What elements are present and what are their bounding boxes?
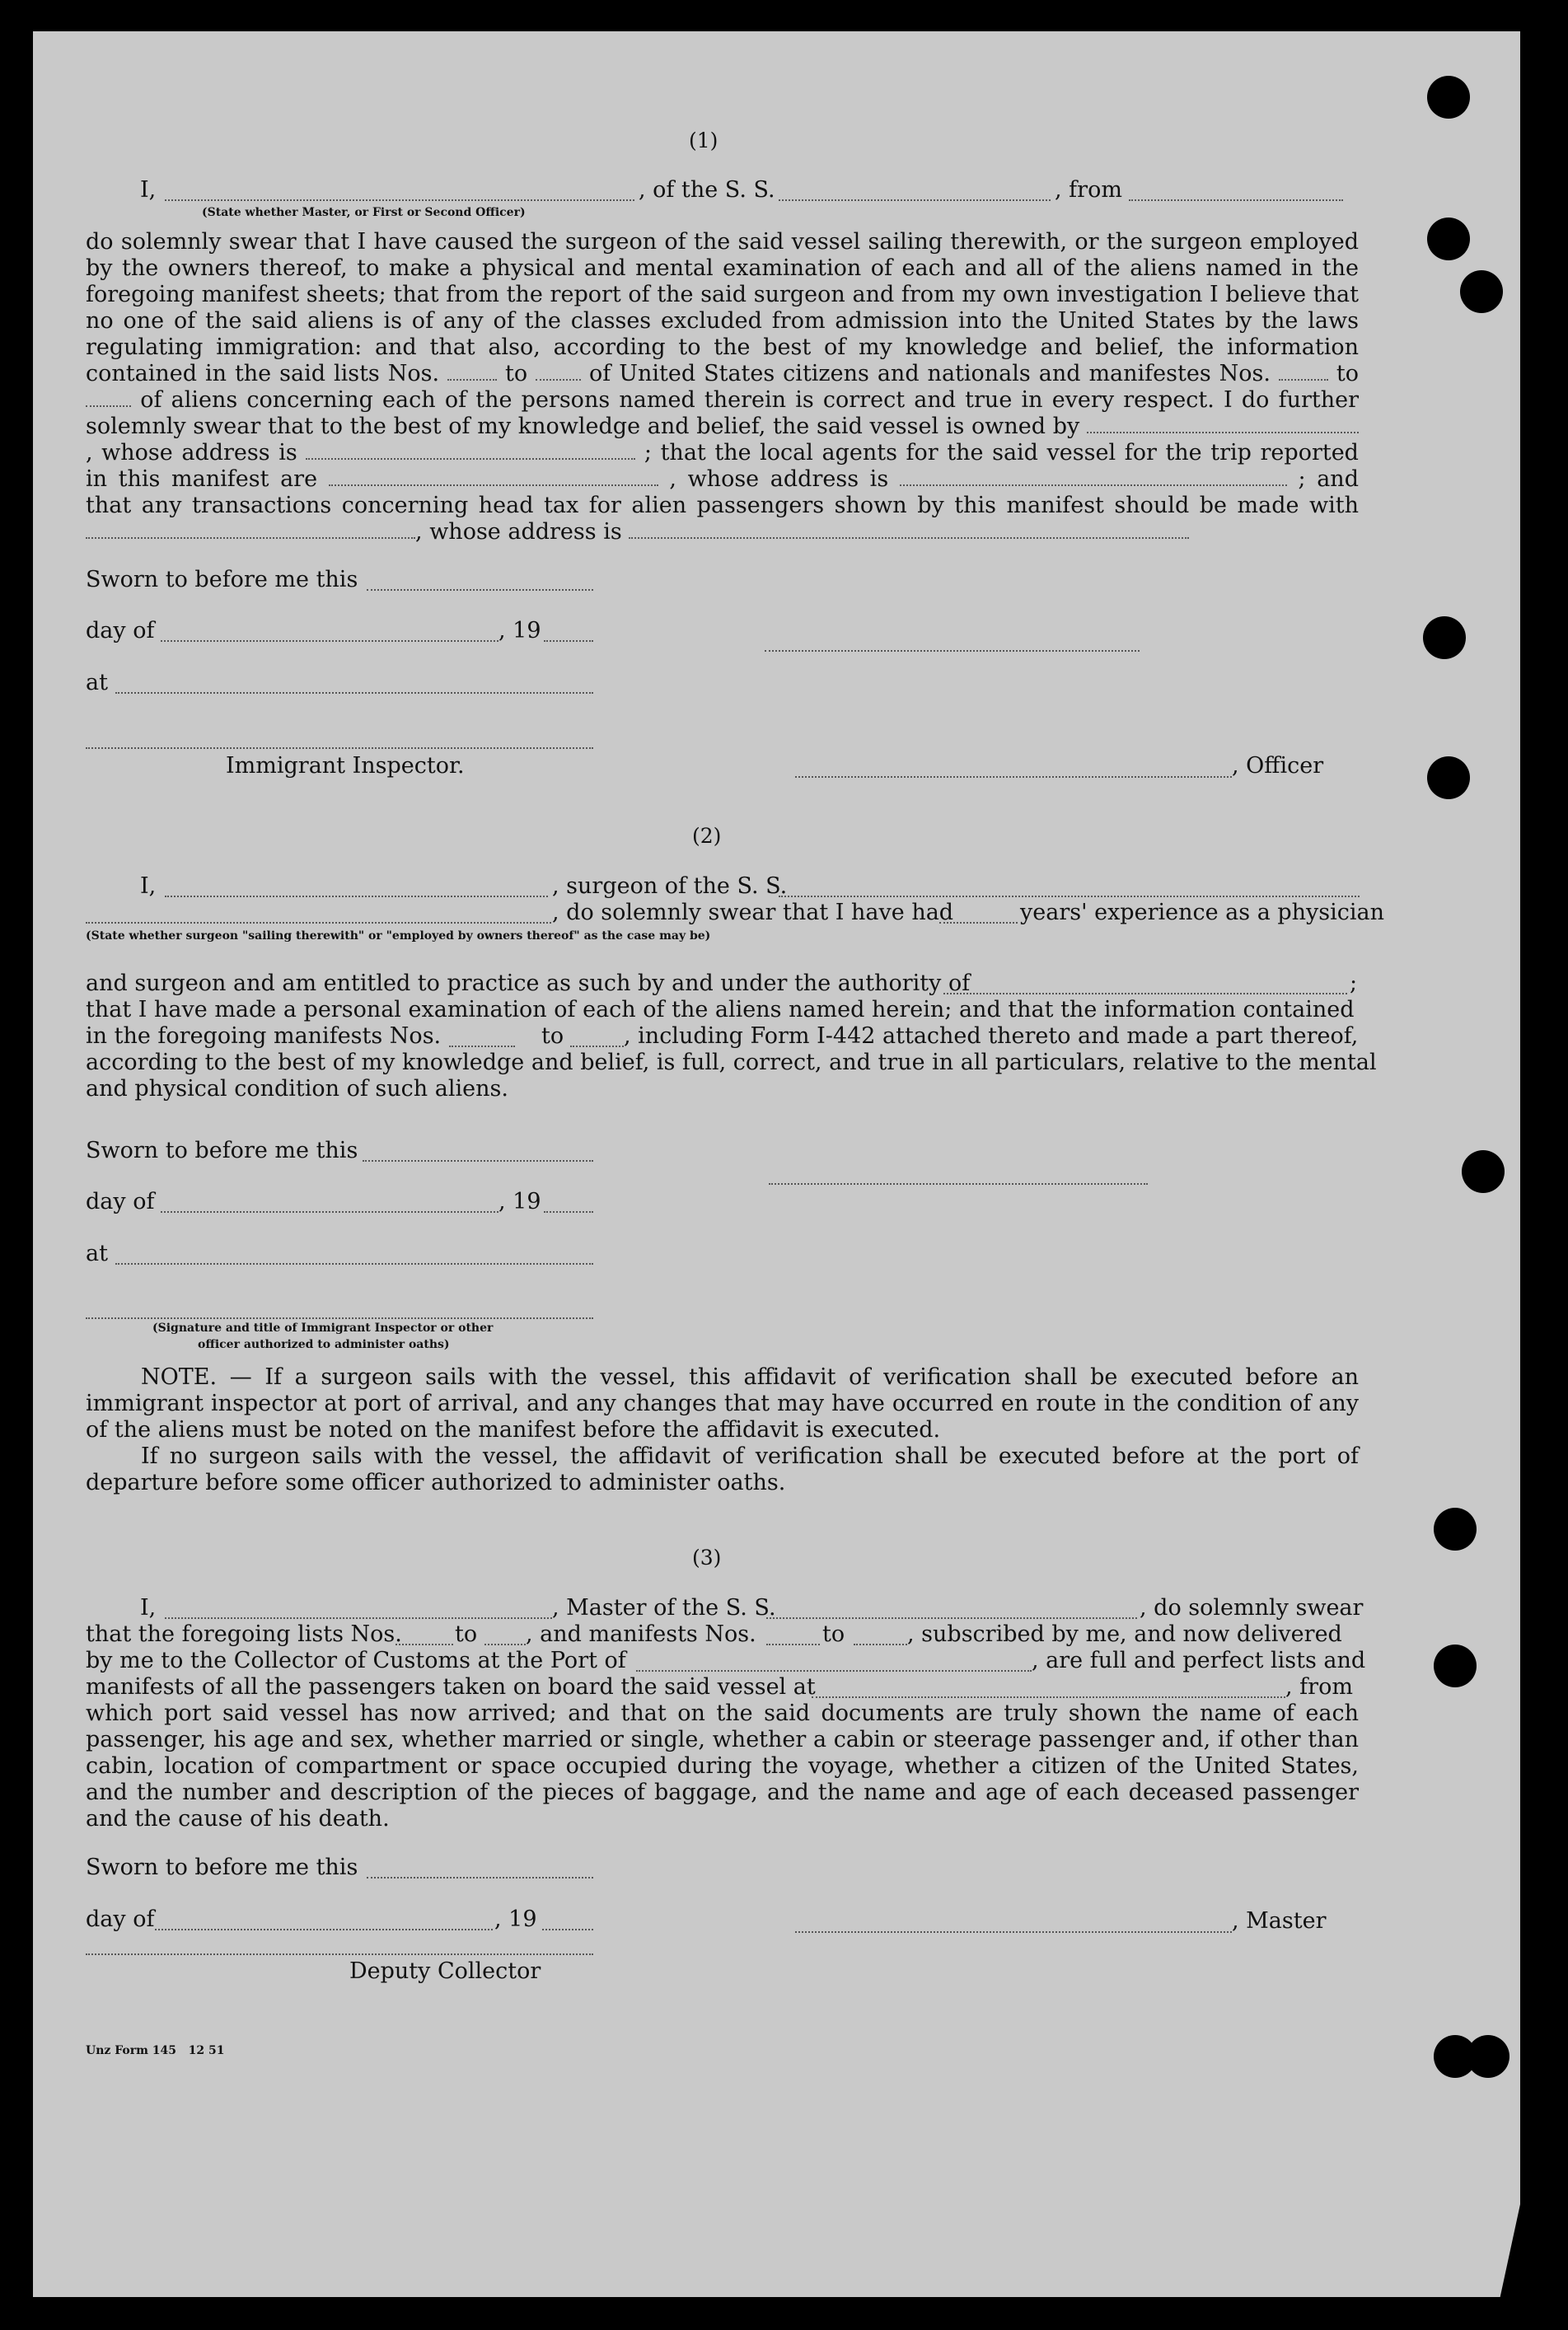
s1-to-1: to xyxy=(505,361,528,386)
s1-body-8: , xyxy=(415,519,423,545)
s1-from-label: , from xyxy=(1055,177,1122,203)
s3-lists-from-field[interactable] xyxy=(396,1643,453,1645)
s1-sworn-label: Sworn to before me this xyxy=(86,567,358,592)
s1-body-text: do solemnly swear that I have caused the surgeon of the said vessel sailing therewith, or the surgeon employed by the owners thereof, to make a physical and mental examination of each and all of the aliens named in the foregoing manifest sheets; that from the report of the said surgeon and from my own investigation I believe that no one of the said aliens is of any of the classes excluded from admission into the United States by the laws regulating immigration: and that also, according to the best of my knowledge and belief, the information contained in the said lists Nos. xyxy=(86,229,1359,386)
s3-deputy-signature-line[interactable] xyxy=(86,1953,593,1955)
s2-surgeon-name-field[interactable] xyxy=(165,895,548,897)
s2-signature-line[interactable] xyxy=(769,1182,1148,1185)
s3-swear-label: , do solemnly swear xyxy=(1140,1595,1364,1621)
s3-sworn-label: Sworn to before me this xyxy=(86,1855,358,1880)
s1-lists-from-field[interactable] xyxy=(447,378,497,381)
document-page xyxy=(33,31,1520,2297)
s2-surgeon-label: , surgeon of the S. S. xyxy=(552,873,788,899)
s1-body-3: of aliens concerning each of the persons named therein is correct and true in every respect. I do further solemnly swear that to the best of my knowledge and belief, the said vessel is owned by xyxy=(86,387,1359,439)
s2-body-3c: , including Form I-442 attached thereto and made a part thereof, xyxy=(624,1023,1359,1049)
s1-dayof-label: day of xyxy=(86,618,155,643)
s3-manifests-from-field[interactable] xyxy=(766,1643,820,1645)
s3-l2d: to xyxy=(822,1621,845,1647)
s2-sworn-day-field[interactable] xyxy=(363,1159,593,1162)
s1-from-field[interactable] xyxy=(1129,199,1343,201)
s3-dayof-label: day of xyxy=(86,1907,155,1932)
s3-ship-field[interactable] xyxy=(766,1616,1137,1619)
s1-to-2: to xyxy=(1336,361,1360,386)
s2-body-4: according to the best of my knowledge and belief, is full, correct, and true in all particulars, relative to the mental xyxy=(86,1050,1377,1075)
s2-at-label: at xyxy=(86,1241,108,1266)
s3-i-label: I, xyxy=(140,1595,157,1621)
s2-body-3a: in the foregoing manifests Nos. xyxy=(86,1023,442,1049)
s3-l2e: , subscribed by me, and now delivered xyxy=(907,1621,1342,1647)
s1-officer-field[interactable] xyxy=(165,199,634,201)
s2-sig-note-2: officer authorized to administer oaths) xyxy=(198,1338,450,1351)
s2-body-1: and surgeon and am entitled to practice as such by and under the authority of xyxy=(86,971,971,996)
s2-sworn-label: Sworn to before me this xyxy=(86,1138,358,1163)
binder-hole xyxy=(1427,76,1470,119)
s1-month-field[interactable] xyxy=(161,639,498,642)
s2-inspector-signature-line[interactable] xyxy=(86,1317,593,1319)
s3-body: which port said vessel has now arrived; and that on the said documents are truly shown the name of each passenger, his age and sex, whether married or single, whether a cabin or steerage passenger and, if other than cabin, location of compartment or space occupied during the voyage, whether a citizen of the United States, and the number and description of the pieces of baggage, and the name and age of each deceased passenger and the cause of his death. xyxy=(86,1701,1359,1832)
s1-body xyxy=(86,229,1359,545)
s1-body-7: ; and that any transactions concerning head tax for alien passengers shown by this manifest should be made with xyxy=(86,466,1359,518)
s3-master-name-field[interactable] xyxy=(165,1616,552,1619)
s3-sworn-day-field[interactable] xyxy=(367,1876,593,1879)
s2-at-field[interactable] xyxy=(115,1262,593,1265)
s1-i-label: I, xyxy=(140,177,157,203)
s1-headtax-field[interactable] xyxy=(86,536,415,539)
s3-master-signature-line[interactable] xyxy=(795,1930,1232,1933)
s2-month-field[interactable] xyxy=(161,1210,498,1213)
s1-of-ss-label: , of the S. S. xyxy=(639,177,775,203)
binder-hole xyxy=(1434,1508,1477,1551)
s2-ship-field[interactable] xyxy=(779,895,1360,897)
s1-lists-to-field[interactable] xyxy=(536,378,581,381)
s3-master-sig-label: , Master xyxy=(1232,1908,1327,1934)
s1-body-6: , whose address is xyxy=(669,466,889,492)
s3-l3a: by me to the Collector of Customs at the Port of xyxy=(86,1648,626,1673)
s1-body-4: , whose address is xyxy=(86,440,297,466)
binder-hole xyxy=(1427,218,1470,260)
s2-manifest-from-field[interactable] xyxy=(449,1045,515,1047)
section-2-number: (2) xyxy=(692,824,722,848)
section-3-number: (3) xyxy=(692,1546,722,1570)
s2-surgeon-note: (State whether surgeon "sailing therewith" or "employed by owners thereof" as the case may be) xyxy=(86,929,711,943)
s2-body-3b: to xyxy=(541,1023,564,1049)
s2-authority-field[interactable] xyxy=(943,992,1347,994)
s1-signature-line[interactable] xyxy=(765,649,1140,652)
binder-hole xyxy=(1460,270,1503,313)
s2-sig-note-1: (Signature and title of Immigrant Inspector or other xyxy=(152,1322,494,1335)
s3-deputy-label: Deputy Collector xyxy=(349,1958,541,1984)
s3-month-field[interactable] xyxy=(155,1928,493,1930)
s2-i-label: I, xyxy=(140,873,157,899)
binder-hole xyxy=(1427,756,1470,799)
section-1-number: (1) xyxy=(689,129,718,152)
s3-l2b: to xyxy=(455,1621,478,1647)
s1-inspector-label: Immigrant Inspector. xyxy=(226,753,465,779)
s2-physician-label: years' experience as a physician xyxy=(1020,900,1385,925)
note-paragraph-2: If no surgeon sails with the vessel, the affidavit of verification shall be executed before at the port of departure before some officer authorized to administer oaths. xyxy=(86,1443,1359,1495)
s1-at-field[interactable] xyxy=(115,691,593,694)
s1-at-label: at xyxy=(86,670,108,695)
s2-surgeon-type-field[interactable] xyxy=(86,921,551,924)
binder-hole xyxy=(1462,1150,1505,1193)
s1-officer-note: (State whether Master, or First or Second Officer) xyxy=(202,206,526,219)
s2-body-1b: ; xyxy=(1350,971,1358,996)
binder-hole xyxy=(1467,2035,1509,2078)
s2-years-field[interactable] xyxy=(939,921,1018,924)
form-number-footer: Unz Form 145 12 51 xyxy=(86,2044,225,2057)
s1-body-2: of United States citizens and nationals and manifestes Nos. xyxy=(589,361,1271,386)
s3-l3b: , are full and perfect lists and xyxy=(1032,1648,1366,1673)
s2-dayof-label: day of xyxy=(86,1189,155,1214)
s1-manifests-to-field[interactable] xyxy=(86,405,131,407)
s3-year-label: , 19 xyxy=(494,1907,537,1932)
s3-boarding-port-field[interactable] xyxy=(812,1696,1285,1698)
s3-port-field[interactable] xyxy=(636,1669,1032,1672)
s2-year-field[interactable] xyxy=(544,1210,593,1213)
s3-year-field[interactable] xyxy=(542,1928,593,1930)
s3-manifests-to-field[interactable] xyxy=(854,1643,907,1645)
s1-year-field[interactable] xyxy=(544,639,593,642)
s1-inspector-signature-line[interactable] xyxy=(86,746,593,749)
binder-hole xyxy=(1423,616,1466,659)
s2-year-label: , 19 xyxy=(498,1189,541,1214)
s3-l4a: manifests of all the passengers taken on board the said vessel at xyxy=(86,1674,816,1700)
s3-l4b: , from xyxy=(1285,1674,1353,1700)
s3-master-label: , Master of the S. S. xyxy=(552,1595,776,1621)
s3-l2a: that the foregoing lists Nos. xyxy=(86,1621,402,1647)
s3-l2c: , and manifests Nos. xyxy=(526,1621,756,1647)
s1-agents-field[interactable] xyxy=(329,484,658,486)
s1-headtax-address-field[interactable] xyxy=(629,536,1189,539)
s1-body-5: ; that the local agents for the said vessel for the trip reported in this manifest are xyxy=(86,440,1359,492)
s2-body-5: and physical condition of such aliens. xyxy=(86,1076,508,1102)
s3-lists-to-field[interactable] xyxy=(484,1643,526,1645)
binder-hole xyxy=(1434,1645,1477,1687)
s1-ship-field[interactable] xyxy=(779,199,1051,201)
s1-body-9: whose address is xyxy=(429,519,622,545)
s1-manifests-from-field[interactable] xyxy=(1279,378,1328,381)
s2-swear-label: , do solemnly swear that I have had xyxy=(552,900,954,925)
note-paragraph-1: NOTE. — If a surgeon sails with the vessel, this affidavit of verification shall be executed before an immigrant inspector at port of arrival, and any changes that may have occurred en route in the condition of any of the aliens must be noted on the manifest before the affidavit is executed. xyxy=(86,1364,1359,1443)
s1-year-label: , 19 xyxy=(498,618,541,643)
s1-sworn-day-field[interactable] xyxy=(367,588,593,591)
s2-body-2: that I have made a personal examination of each of the aliens named herein; and that the information contained xyxy=(86,997,1355,1022)
s1-owner-address-field[interactable] xyxy=(306,457,635,460)
s1-owner-field[interactable] xyxy=(1087,431,1359,433)
s1-officer-signature-line[interactable] xyxy=(795,775,1232,778)
s1-agents-address-field[interactable] xyxy=(900,484,1287,486)
s1-officer-label: , Officer xyxy=(1232,753,1324,779)
s2-manifest-to-field[interactable] xyxy=(570,1045,624,1047)
